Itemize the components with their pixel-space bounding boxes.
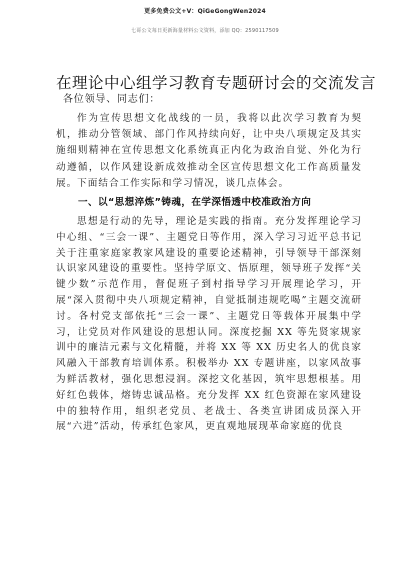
top-banner: 更多免费公文+V：QiGeGongWen2024 (144, 8, 266, 15)
greeting: 各位领导、同志们： (63, 94, 161, 105)
document-body (56, 74, 377, 435)
intro-paragraph: 作为宣传思想文化战线的一员，我将以此次学习教育为契机，推动分管领域、部门作风持续向好，让中央八项规定及其实施细则精神在宣传思想文化系统真正内化为政治自觉、外化为行动遵循，以作风建设新成效推动全区宣传思想文化工作高质量发展。下面结合工作实际和学习情况，谈几点体会。 (56, 113, 362, 189)
document-title: 在理论中心组学习教育专题研讨会的交流发言 (56, 74, 377, 92)
section-heading: 一、以“思想淬炼”铸魂，在学深悟透中校准政治方向 (78, 197, 312, 209)
sub-banner: 七哥公文每日更新海量材料公文资料，添加 QQ：2590117509 (131, 28, 279, 34)
section-paragraph: 思想是行动的先导，理论是实践的指南。充分发挥理论学习中心组、“三会一课”、主题党日等作用，深入学习习近平总书记关于注重家庭家教家风建设的重要论述精神，引导领导干部深刻认识家风建设的重要性。坚持学原文、悟原理，领导班子发挥“关键少数”示范作用，督促班子到村指导学习开展理论学习，开展“深入贯彻中央八项规定精神，自觉抵制违规吃喝”主题交流研讨。各村党支部依托“三会一课”、主题党日等载体开展集中学习，让党员对作风建设的思想认同。深度挖掘 XX 等先贤家规家训中的廉洁元素与文化精髓，并将 XX 等 XX 历史名人的优良家风融入干部教育培训体系。积极举办 XX 专题讲座，以家风故事为鲜活教材，强化思想浸润。深挖文化基因，筑牢思想根基。用好红色载体，熔铸忠诚品格。充分发挥 XX 红色资源在家风建设中的独特作用，组织老党员、老战士、各类宣讲团成员深入开展“六进”活动，传承红色家风，更直观地展现革命家庭的优良 (56, 216, 362, 433)
